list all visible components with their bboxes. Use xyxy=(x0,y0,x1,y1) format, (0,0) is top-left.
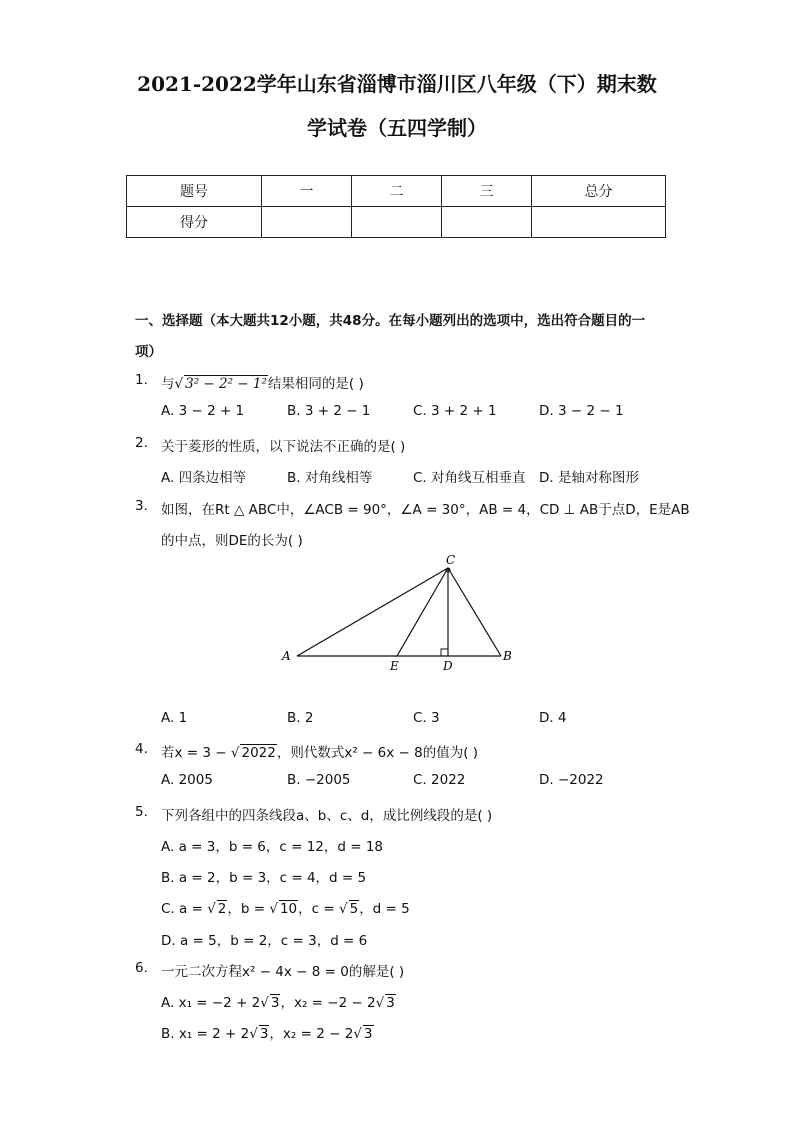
section-heading: 一、选择题（本大题共12小题，共48分。在每小题列出的选项中，选出符合题目的一 xyxy=(135,313,646,329)
score-cell xyxy=(532,207,666,238)
option-b: B. 2 xyxy=(287,710,314,726)
option-b: B. x₁ = 2 + 2√ 3，x₂ = 2 − 2√ 3 xyxy=(161,1026,373,1042)
label-b: B xyxy=(503,649,512,663)
score-table xyxy=(126,175,666,238)
question-number: 1. xyxy=(135,372,148,388)
label-e: E xyxy=(390,659,399,673)
option-a: A. 四条边相等 xyxy=(161,470,247,486)
score-table-score-row xyxy=(127,207,666,238)
option-d: D. 3 − 2 − 1 xyxy=(539,403,624,419)
option-b: B. 对角线相等 xyxy=(287,470,373,486)
score-row-label: 得分 xyxy=(127,207,262,238)
segment-bc xyxy=(448,568,501,656)
score-cell xyxy=(352,207,442,238)
segment-ac xyxy=(297,568,448,656)
option-a: A. 2005 xyxy=(161,772,213,788)
right-angle-mark xyxy=(441,649,448,656)
option-d: D. 是轴对称图形 xyxy=(539,470,639,486)
option-c: C. 3 xyxy=(413,710,440,726)
score-table-header-row xyxy=(127,176,666,207)
option-b: B. 3 + 2 − 1 xyxy=(287,403,371,419)
question-number: 5. xyxy=(135,804,148,820)
question-stem: 关于菱形的性质，以下说法不正确的是( ) xyxy=(161,439,406,455)
option-a: A. x₁ = −2 + 2√ 3，x₂ = −2 − 2√ 3 xyxy=(161,995,395,1011)
score-header-cell: 二 xyxy=(352,176,442,207)
exam-title-line1: 2021-2022学年山东省淄博市淄川区八年级（下）期末数 xyxy=(137,72,657,96)
score-cell xyxy=(442,207,532,238)
label-d: D xyxy=(443,659,453,673)
score-header-cell: 总分 xyxy=(532,176,666,207)
option-b: B. a = 2，b = 3，c = 4，d = 5 xyxy=(161,870,367,886)
label-c: C xyxy=(446,553,456,567)
radicand: 2022 xyxy=(241,745,276,761)
option-d: D. −2022 xyxy=(539,772,604,788)
question-stem: 一元二次方程x² − 4x − 8 = 0的解是( ) xyxy=(161,964,405,980)
question-number: 4. xyxy=(135,741,148,757)
score-header-cell: 三 xyxy=(442,176,532,207)
option-c: C. a = √ 2，b = √ 10，c = √ 5，d = 5 xyxy=(161,901,410,917)
option-c: C. 2022 xyxy=(413,772,466,788)
option-d: D. 4 xyxy=(539,710,567,726)
option-a: A. 3 − 2 + 1 xyxy=(161,403,245,419)
option-b: B. −2005 xyxy=(287,772,351,788)
question-number: 3. xyxy=(135,498,148,514)
question-stem: 如图，在Rt △ ABC中，∠ACB = 90°，∠A = 30°，AB = 4，CD ⊥ AB于点D，E是AB xyxy=(161,502,690,518)
option-a: A. a = 3，b = 6，c = 12，d = 18 xyxy=(161,839,384,855)
question-stem: 与√ 3² − 2² − 1²结果相同的是( ) xyxy=(161,376,364,392)
question-stem: 若x = 3 − √ 2022，则代数式x² − 6x − 8的值为( ) xyxy=(161,745,479,761)
triangle-figure xyxy=(270,550,530,675)
score-header-cell: 一 xyxy=(262,176,352,207)
label-a: A xyxy=(282,649,291,663)
exam-title-line2: 学试卷（五四学制） xyxy=(307,116,487,140)
question-number: 6. xyxy=(135,960,148,976)
question-stem-cont: 的中点，则DE的长为( ) xyxy=(161,533,303,549)
score-header-cell: 题号 xyxy=(127,176,262,207)
option-c: C. 对角线互相垂直 xyxy=(413,470,526,486)
radicand: 3² − 2² − 1² xyxy=(185,376,267,392)
question-number: 2. xyxy=(135,435,148,451)
section-heading-cont: 项） xyxy=(135,344,162,360)
option-d: D. a = 5，b = 2，c = 3，d = 6 xyxy=(161,933,368,949)
option-c: C. 3 + 2 + 1 xyxy=(413,403,497,419)
question-stem: 下列各组中的四条线段a、b、c、d，成比例线段的是( ) xyxy=(161,808,493,824)
score-cell xyxy=(262,207,352,238)
segment-ce xyxy=(397,568,448,656)
option-a: A. 1 xyxy=(161,710,188,726)
